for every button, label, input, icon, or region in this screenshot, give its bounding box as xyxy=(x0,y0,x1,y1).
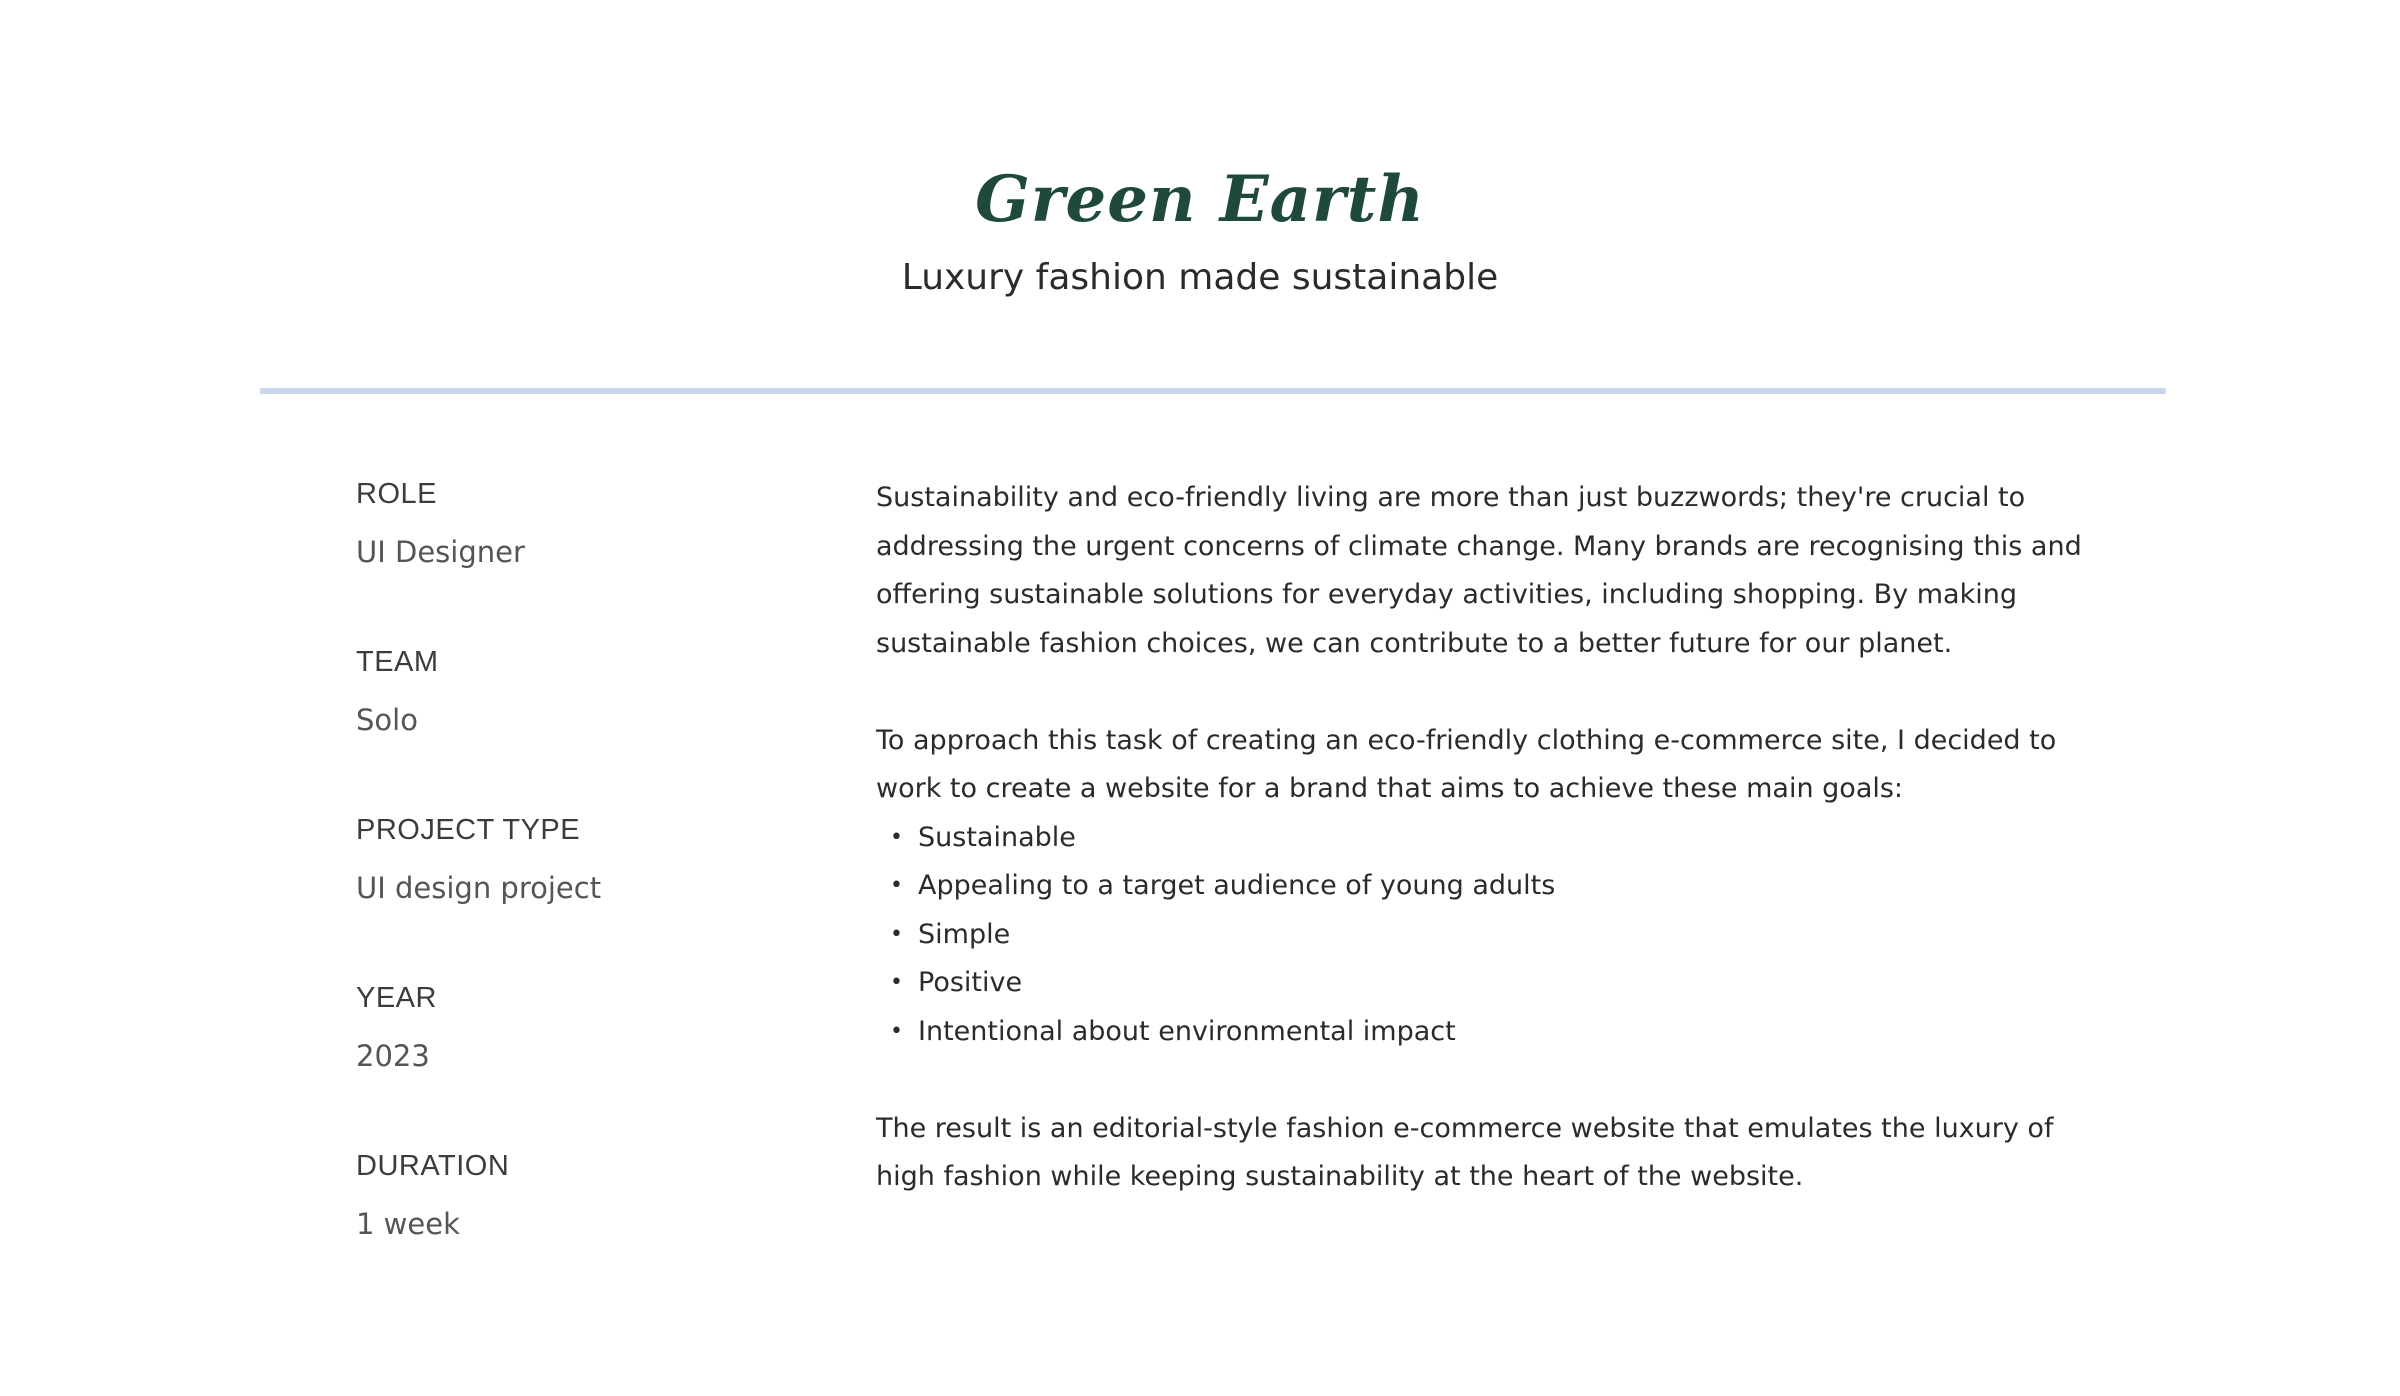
goal-text: Intentional about environmental impact xyxy=(918,1015,1456,1047)
bullet-icon: • xyxy=(890,970,903,995)
meta-label: TEAM xyxy=(356,646,439,678)
page-header xyxy=(0,160,2400,302)
meta-value: 1 week xyxy=(356,1207,460,1241)
goals-list xyxy=(876,814,2086,1057)
page-title: Green Earth xyxy=(975,162,1425,237)
list-item xyxy=(876,959,2086,1008)
meta-label: PROJECT TYPE xyxy=(356,814,581,846)
list-item xyxy=(876,1008,2086,1057)
intro-paragraph: Sustainability and eco-friendly living are more than just buzzwords; they're crucial to addressing the urgent concerns of climate change. Many brands are recognising this and offering sustainable solutions for everyday activities, including shopping. By making sustainable fashion choices, we can contribute to a better future for our planet. xyxy=(876,482,2082,659)
goal-text: Appealing to a target audience of young adults xyxy=(918,870,1556,901)
meta-role xyxy=(356,474,776,642)
approach-paragraph: To approach this task of creating an eco-friendly clothing e-commerce site, I decided to work to create a website for a brand that aims to achieve these main goals: xyxy=(876,724,2057,804)
meta-value: 2023 xyxy=(356,1039,430,1073)
list-item xyxy=(876,814,2086,863)
header-divider xyxy=(260,388,2166,394)
meta-duration xyxy=(356,1146,776,1314)
project-description xyxy=(876,474,2086,1202)
meta-project-type xyxy=(356,810,776,978)
list-item xyxy=(876,911,2086,960)
page-subtitle: Luxury fashion made sustainable xyxy=(901,257,1499,298)
goal-text: Simple xyxy=(918,918,1011,950)
list-item xyxy=(876,862,2086,911)
result-paragraph: The result is an editorial-style fashion e-commerce website that emulates the luxury of high fashion while keeping sustainability at the heart of the website. xyxy=(876,1112,2054,1192)
bullet-icon: • xyxy=(890,921,903,947)
bullet-icon: • xyxy=(890,873,903,898)
meta-value: UI Designer xyxy=(356,535,525,569)
goal-text: Positive xyxy=(918,967,1023,998)
meta-value: Solo xyxy=(356,703,418,737)
bullet-icon: • xyxy=(890,1018,903,1044)
meta-label: YEAR xyxy=(356,982,437,1014)
meta-label: ROLE xyxy=(356,478,437,510)
goal-text: Sustainable xyxy=(918,821,1076,853)
meta-team xyxy=(356,642,776,810)
bullet-icon: • xyxy=(890,824,903,850)
meta-value: UI design project xyxy=(356,871,602,905)
meta-year xyxy=(356,978,776,1146)
meta-label: DURATION xyxy=(356,1150,510,1182)
project-meta xyxy=(356,474,776,1314)
